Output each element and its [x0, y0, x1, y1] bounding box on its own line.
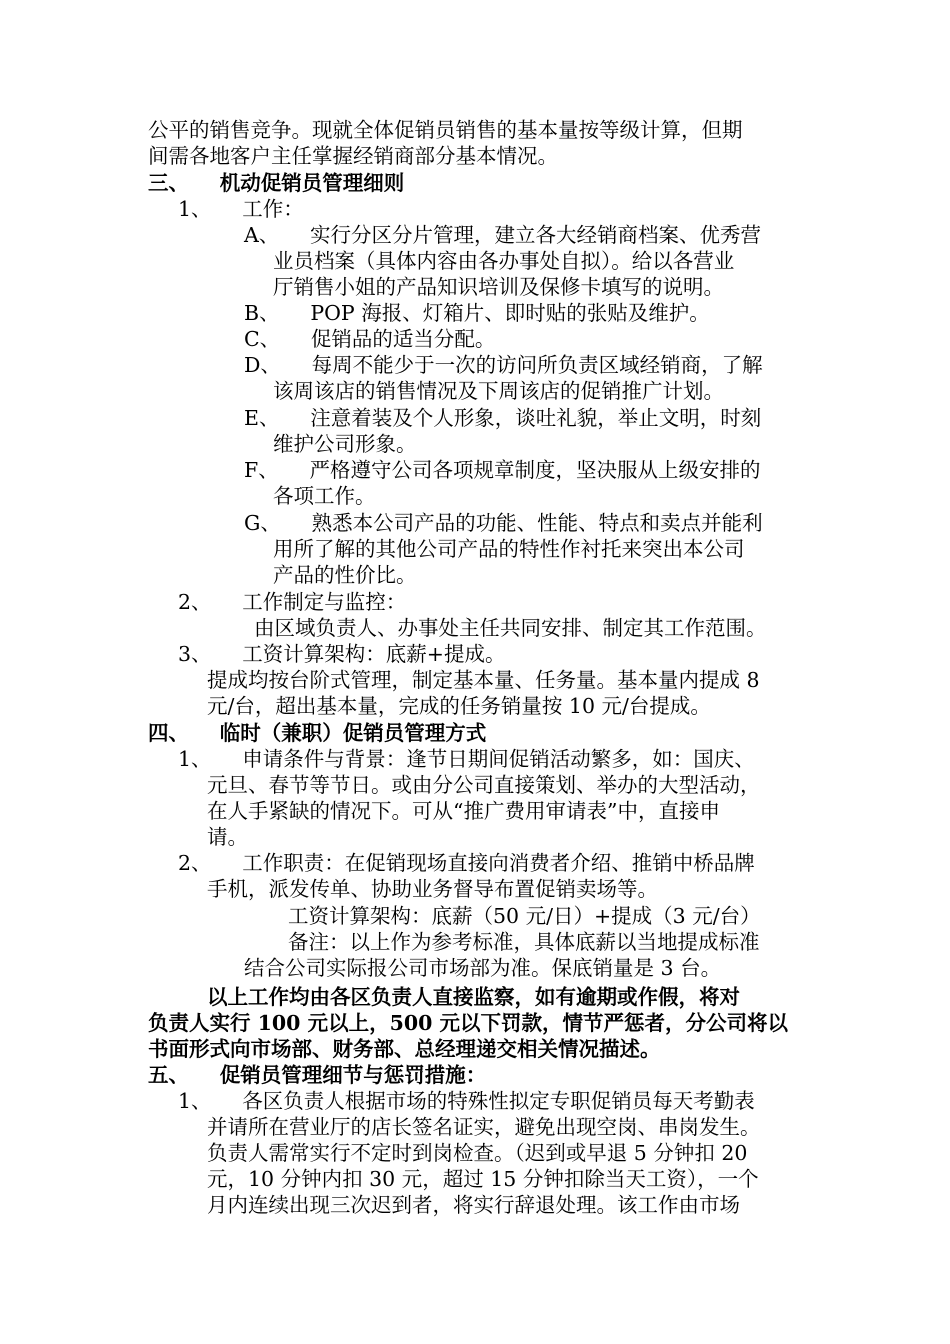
sub-list-item: C、 促销品的适当分配。: [244, 327, 496, 351]
sub-list-item: A、 实行分区分片管理，建立各大经销商档案、优秀营: [244, 223, 762, 247]
sub-list-item: E、 注意着装及个人形象，谈吐礼貌，举止文明，时刻: [244, 406, 762, 430]
paragraph-line: 手机，派发传单、协助业务督导布置促销卖场等。: [207, 877, 658, 901]
paragraph-line: 各项工作。: [273, 484, 376, 508]
paragraph-line: 工资计算架构：底薪（50 元/日）+提成（3 元/台）: [288, 904, 761, 928]
paragraph-line: 业员档案（具体内容由各办事处自拟）。给以各营业: [273, 249, 735, 273]
paragraph-line: 结合公司实际报公司市场部为准。保底销量是 3 台。: [244, 956, 722, 980]
paragraph-line: 月内连续出现三次迟到者，将实行辞退处理。该工作由市场: [207, 1193, 740, 1217]
paragraph-line: 维护公司形象。: [273, 432, 417, 456]
paragraph-line: 元，10 分钟内扣 30 元，超过 15 分钟扣除当天工资），一个: [207, 1167, 759, 1191]
paragraph-line: 负责人需常实行不定时到岗检查。（迟到或早退 5 分钟扣 20: [207, 1141, 748, 1165]
bold-notice-line: 书面形式向市场部、财务部、总经理递交相关情况描述。: [148, 1037, 661, 1061]
paragraph-line: 请。: [207, 825, 248, 849]
paragraph-line: 元旦、春节等节日。或由分公司直接策划、举办的大型活动，: [207, 773, 761, 797]
paragraph-line: 在人手紧缺的情况下。可从“推广费用审请表”中，直接申: [207, 799, 720, 823]
paragraph-line: 厅销售小姐的产品知识培训及保修卡填写的说明。: [273, 275, 724, 299]
sub-list-item: B、 POP 海报、灯箱片、即时贴的张贴及维护。: [244, 301, 710, 325]
paragraph-line: 用所了解的其他公司产品的特性作衬托来突出本公司: [273, 537, 745, 561]
paragraph-line: 由区域负责人、办事处主任共同安排、制定其工作范围。: [254, 616, 767, 640]
sub-list-item: G、 熟悉本公司产品的功能、性能、特点和卖点并能利: [244, 511, 763, 535]
list-item: 2、 工作职责：在促销现场直接向消费者介绍、推销中桥品牌: [178, 851, 755, 875]
paragraph-line: 备注：以上作为参考标准，具体底薪以当地提成标准: [288, 930, 760, 954]
paragraph-line: 该周该店的销售情况及下周该店的促销推广计划。: [273, 379, 724, 403]
list-item: 3、 工资计算架构：底薪+提成。: [178, 642, 506, 666]
sub-list-item: F、 严格遵守公司各项规章制度，坚决服从上级安排的: [244, 458, 761, 482]
paragraph-line: 提成均按台阶式管理，制定基本量、任务量。基本量内提成 8: [207, 668, 760, 692]
section-heading: 五、 促销员管理细节与惩罚措施：: [148, 1063, 487, 1087]
list-item: 1、 各区负责人根据市场的特殊性拟定专职促销员每天考勤表: [178, 1089, 755, 1113]
list-item: 1、 申请条件与背景：逢节日期间促销活动繁多，如：国庆、: [178, 747, 755, 771]
bold-notice-line: 负责人实行 100 元以上，500 元以下罚款，情节严惩者，分公司将以: [148, 1011, 788, 1035]
paragraph-line: 公平的销售竞争。现就全体促销员销售的基本量按等级计算，但期: [148, 118, 743, 142]
list-item: 1、 工作：: [178, 197, 304, 221]
paragraph-line: 并请所在营业厅的店长签名证实，避免出现空岗、串岗发生。: [207, 1115, 761, 1139]
bold-notice-line: 以上工作均由各区负责人直接监察，如有逾期或作假，将对: [207, 985, 740, 1009]
list-item: 2、 工作制定与监控：: [178, 590, 407, 614]
paragraph-line: 产品的性价比。: [273, 563, 417, 587]
paragraph-line: 间需各地客户主任掌握经销商部分基本情况。: [148, 144, 558, 168]
section-heading: 三、 机动促销员管理细则: [148, 171, 405, 195]
section-heading: 四、 临时（兼职）促销员管理方式: [148, 721, 487, 745]
sub-list-item: D、 每周不能少于一次的访问所负责区域经销商，了解: [244, 353, 763, 377]
paragraph-line: 元/台，超出基本量，完成的任务销量按 10 元/台提成。: [207, 694, 711, 718]
